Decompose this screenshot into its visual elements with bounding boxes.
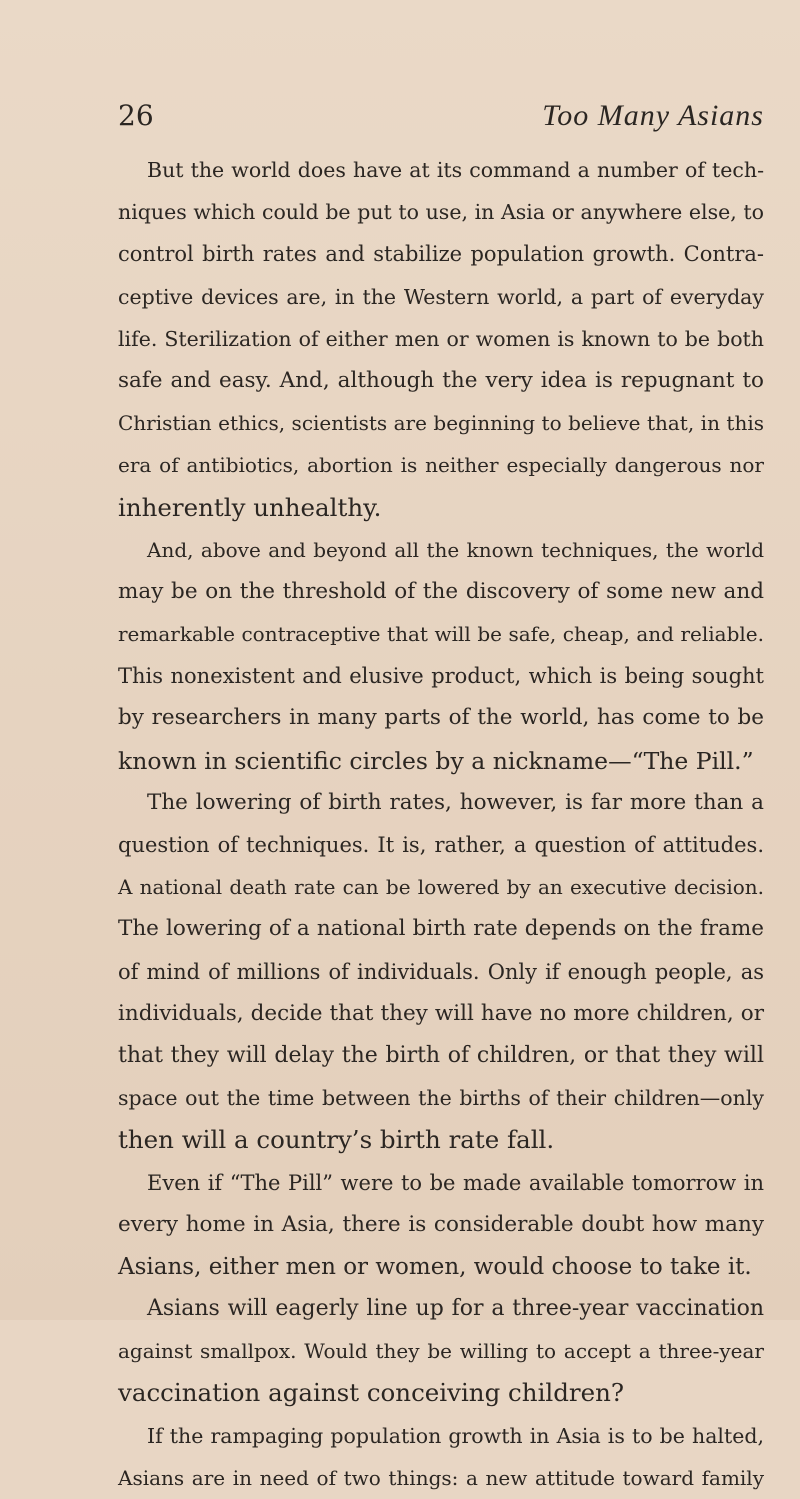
running-title: Too Many Asians <box>542 99 764 132</box>
text-line: Asians will eagerly line up for a three-year vaccination <box>147 1296 764 1322</box>
text-line: inherently unhealthy. <box>118 492 382 522</box>
text-line: against smallpox. Would they be willing to accept a three-year <box>118 1339 764 1364</box>
text-line: by researchers in many parts of the world, has come to be <box>118 705 764 731</box>
text-line: ceptive devices are, in the Western world, a part of everyday <box>118 284 764 309</box>
text-line: The lowering of birth rates, however, is far more than a <box>147 789 764 815</box>
text-line: safe and easy. And, although the very idea is repugnant to <box>118 367 764 393</box>
text-line: Christian ethics, scientists are beginning to believe that, in this <box>118 411 764 436</box>
text-line: then will a country’s birth rate fall. <box>118 1125 555 1155</box>
text-line: If the rampaging population growth in Asia is to be halted, <box>147 1423 764 1448</box>
text-line: of mind of millions of individuals. Only if enough people, as <box>118 959 764 984</box>
text-line: And, above and beyond all the known techniques, the world <box>147 537 764 562</box>
text-line: remarkable contraceptive that will be safe, cheap, and reliable. <box>118 622 764 647</box>
text-line: control birth rates and stabilize population growth. Contra- <box>118 242 764 267</box>
text-line: that they will delay the birth of children, or that they will <box>118 1042 764 1068</box>
text-line: Asians, either men or women, would choose to take it. <box>118 1253 752 1280</box>
text-line: every home in Asia, there is considerable doubt how many <box>118 1211 764 1237</box>
text-line: space out the time between the births of their children—only <box>118 1086 764 1111</box>
page-header <box>118 98 764 138</box>
text-line: vaccination against conceiving children? <box>118 1378 625 1408</box>
text-line: era of antibiotics, abortion is neither especially dangerous nor <box>118 453 764 478</box>
text-line: known in scientific circles by a nickname—“The Pill.” <box>118 746 754 775</box>
text-line: The lowering of a national birth rate depends on the frame <box>118 916 764 942</box>
text-line: question of techniques. It is, rather, a question of attitudes. <box>118 833 764 857</box>
page-number: 26 <box>118 99 154 132</box>
text-line: Even if “The Pill” were to be made available tomorrow in <box>147 1170 764 1195</box>
text-line: niques which could be put to use, in Asia or anywhere else, to <box>118 200 764 225</box>
text-line: Asians are in need of two things: a new attitude toward family <box>118 1465 764 1490</box>
text-line: But the world does have at its command a number of tech- <box>147 158 764 182</box>
text-line: life. Sterilization of either men or women is known to be both <box>118 326 764 351</box>
body-text <box>118 149 764 1499</box>
text-line: A national death rate can be lowered by an executive decision. <box>118 875 764 900</box>
text-line: individuals, decide that they will have no more children, or <box>118 1000 764 1026</box>
text-line: This nonexistent and elusive product, which is being sought <box>118 664 764 689</box>
text-line: may be on the threshold of the discovery of some new and <box>118 578 764 604</box>
